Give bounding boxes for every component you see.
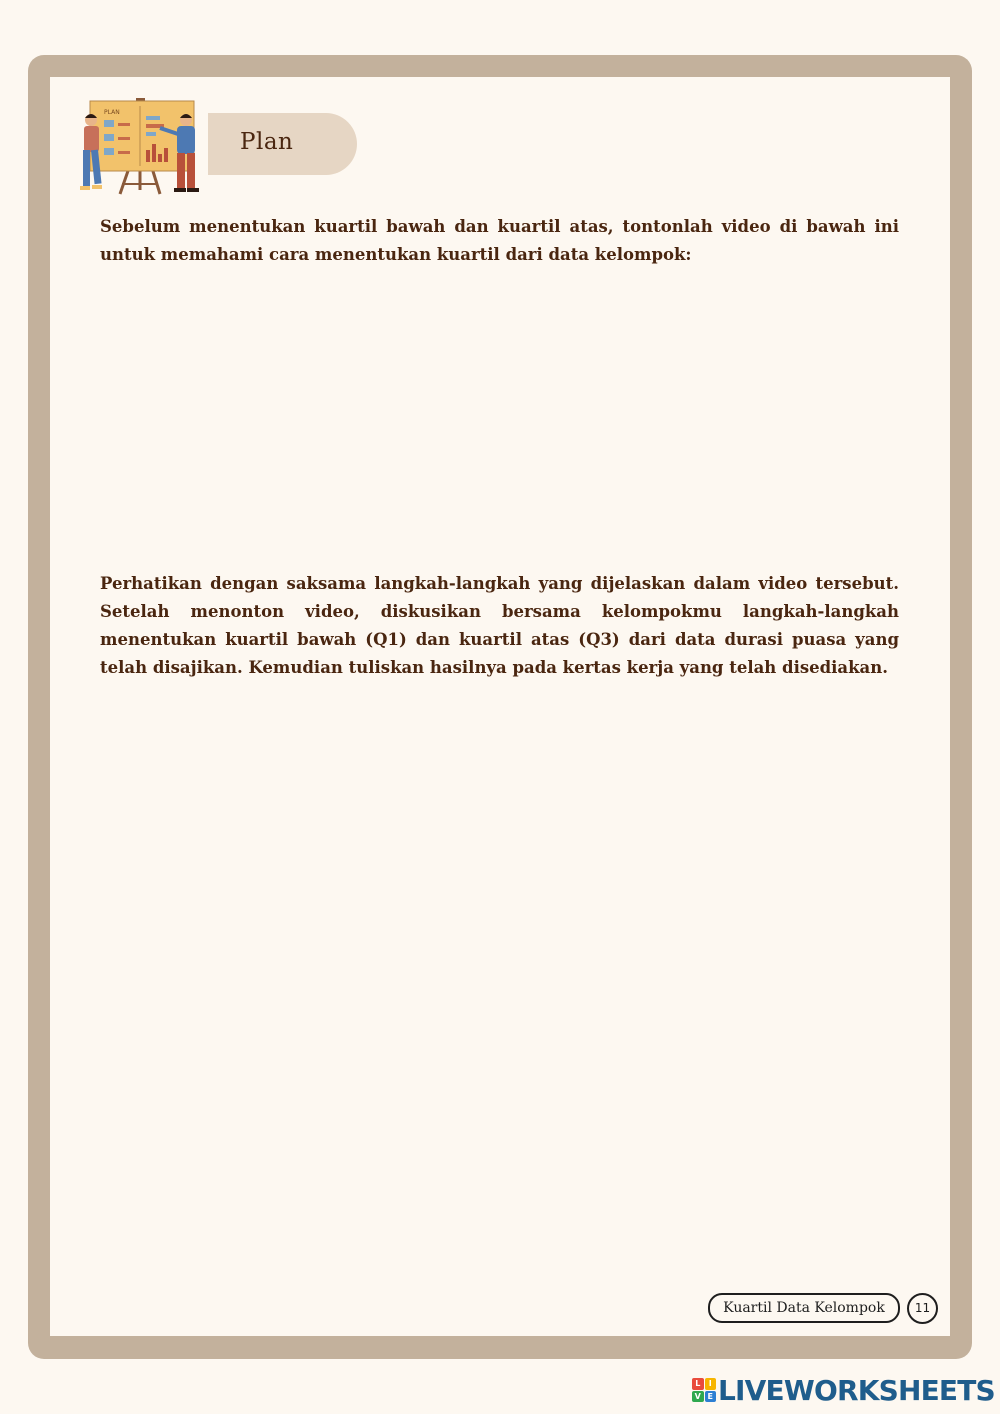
intro-paragraph: Sebelum menentukan kuartil bawah dan kuartil atas, tontonlah video di bawah ini untuk memahami cara menentukan kuartil dari data kelompok: xyxy=(100,217,899,264)
liveworksheets-logo-icon xyxy=(692,1378,716,1402)
logo-mark-letter: L xyxy=(692,1378,704,1390)
liveworksheets-logo xyxy=(692,1374,995,1406)
video-placeholder xyxy=(100,285,899,555)
logo-mark-letter: I xyxy=(705,1378,717,1390)
presentation-illustration xyxy=(74,98,208,196)
page-number: 11 xyxy=(907,1293,938,1324)
board-label: PLAN xyxy=(104,109,120,116)
logo-mark-letter: E xyxy=(705,1391,717,1403)
instruction-paragraph: Perhatikan dengan saksama langkah-langkah yang dijelaskan dalam video tersebut. Setelah menonton video, diskusikan bersama kelompokmu langkah-langkah menentukan kuartil bawah (Q1) dan kuartil atas (Q3) dari data durasi puasa yang telah disajikan. Kemudian tuliskan hasilnya pada kertas kerja yang telah disediakan. xyxy=(100,574,899,677)
footer-topic-label: Kuartil Data Kelompok xyxy=(708,1293,900,1323)
logo-mark-letter: V xyxy=(692,1391,704,1403)
section-title: Plan xyxy=(240,129,294,155)
liveworksheets-logo-text: LIVEWORKSHEETS xyxy=(718,1373,995,1407)
